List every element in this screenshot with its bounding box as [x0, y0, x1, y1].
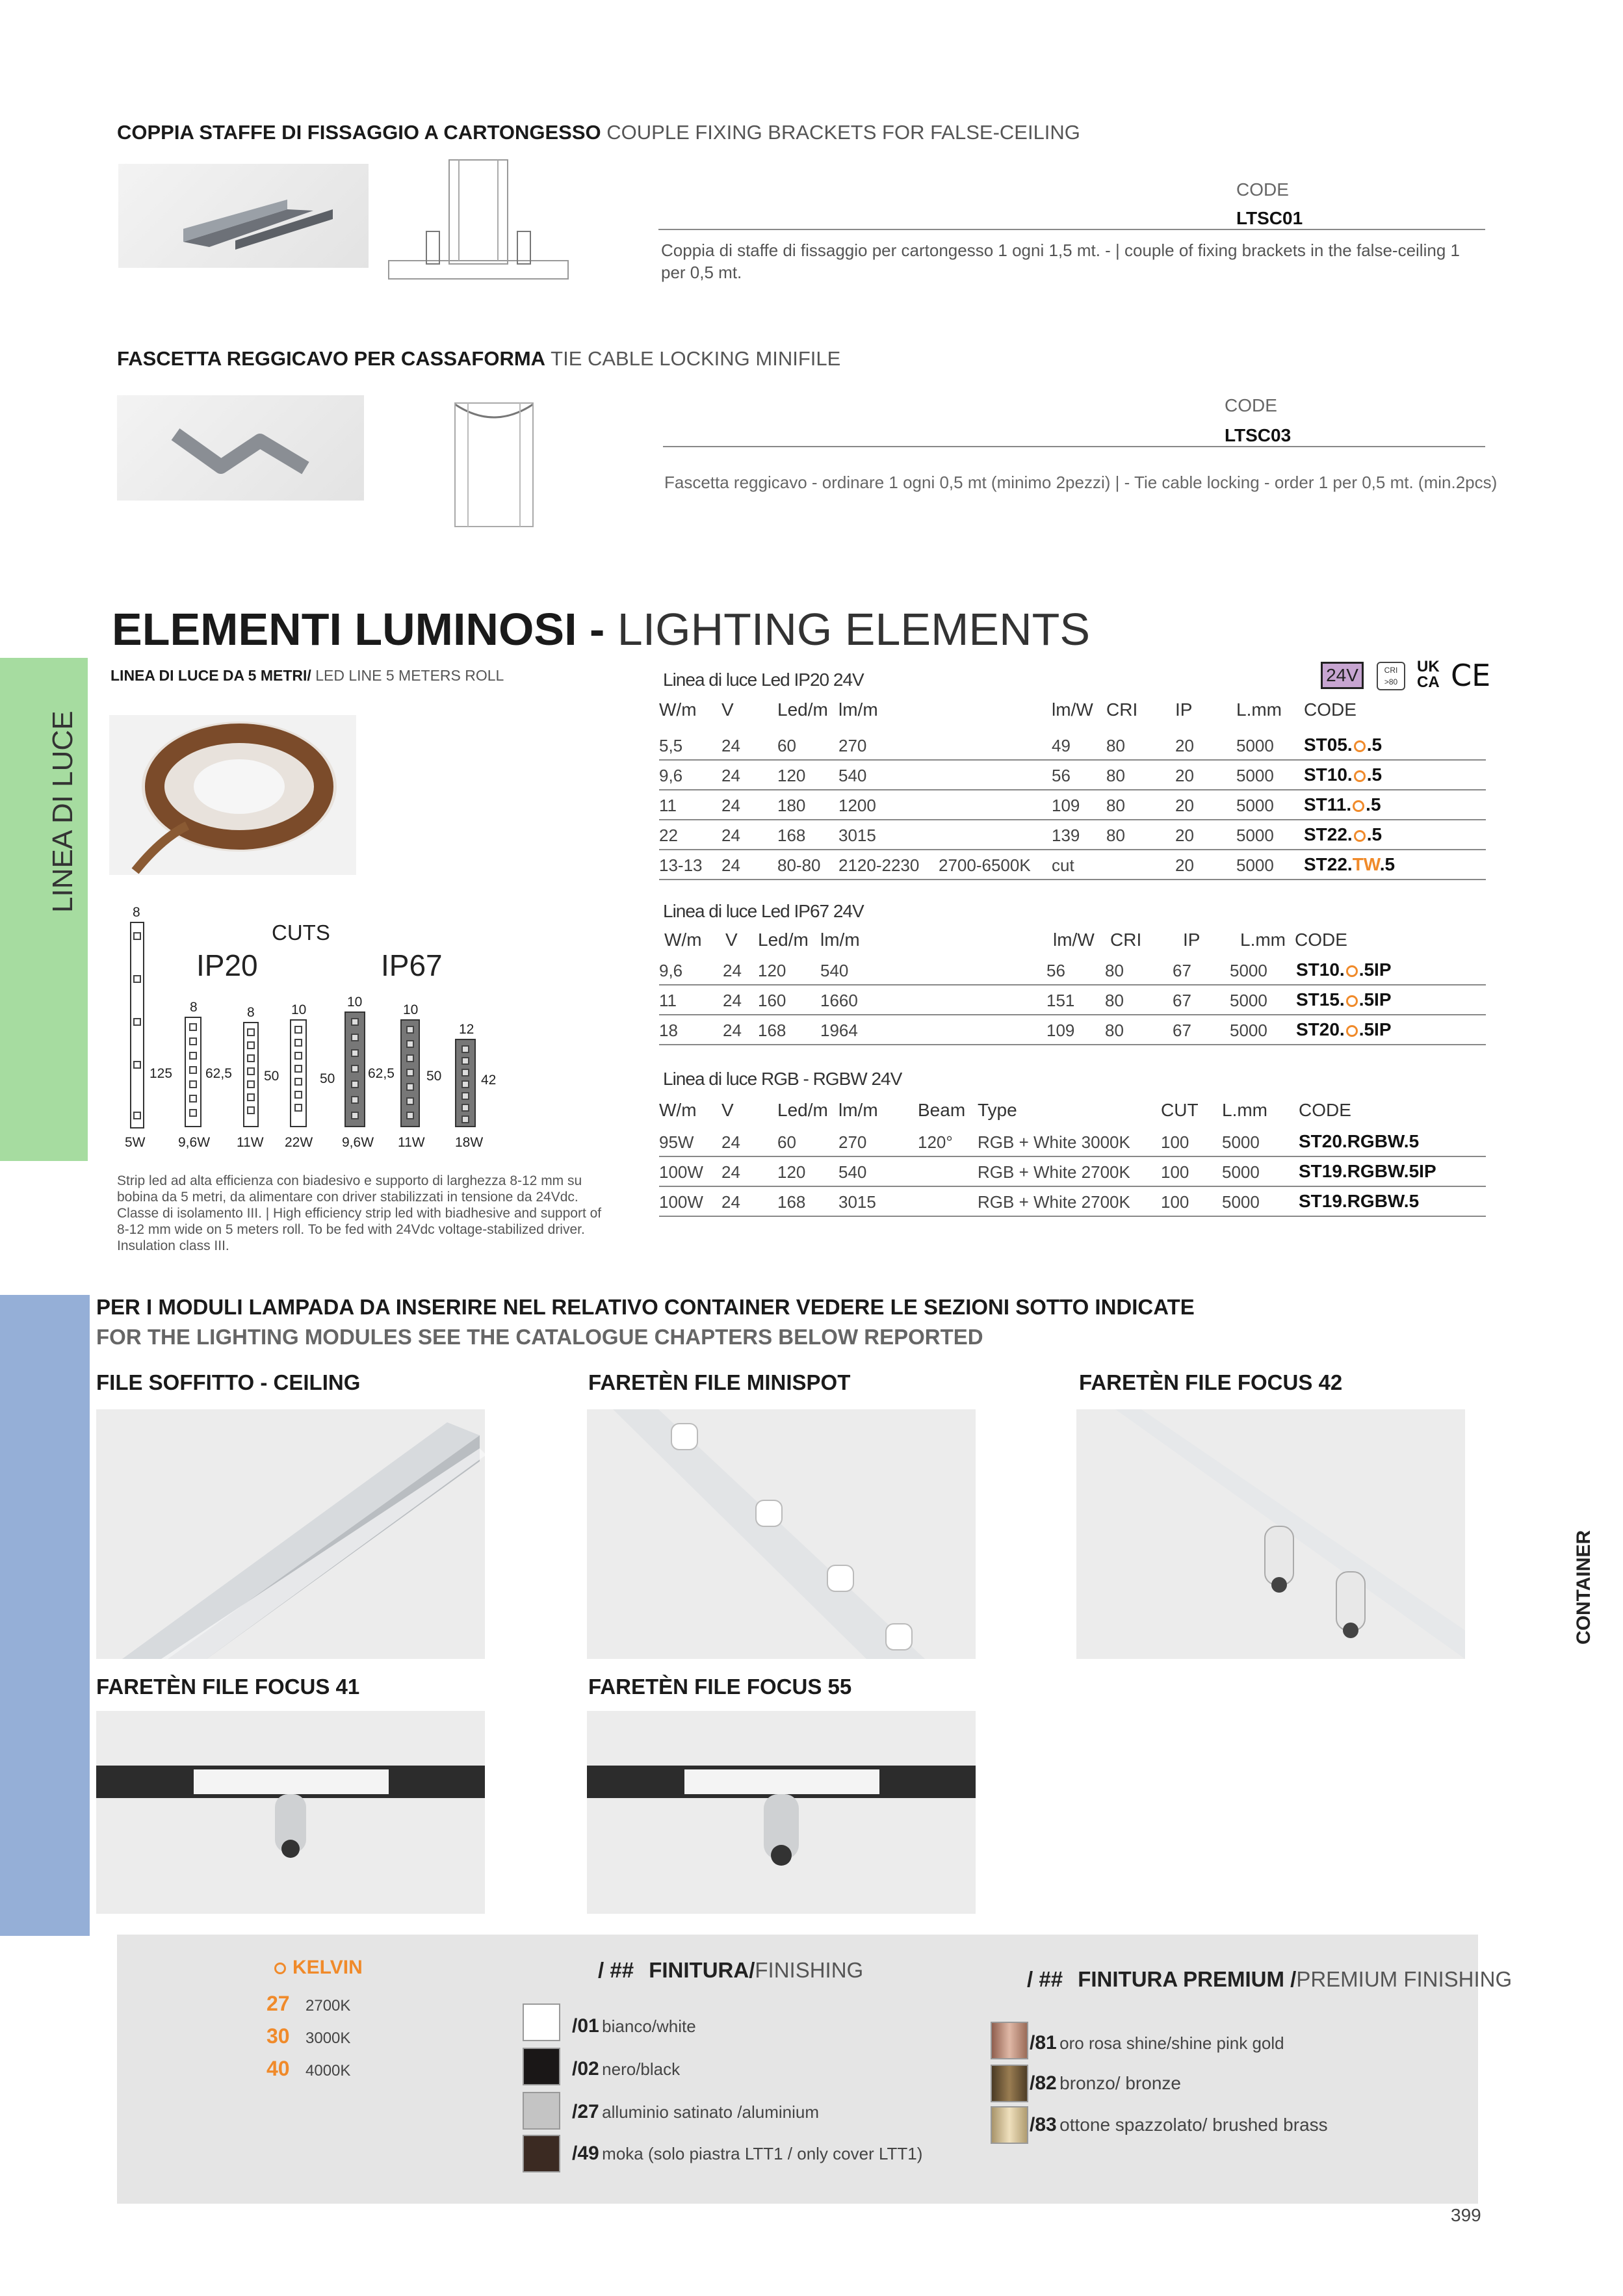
premium-item-83: /83 ottone spazzolato/ brushed brass: [1030, 2114, 1328, 2135]
kelvin-list: [266, 1992, 350, 2089]
led-roll-photo: [109, 715, 356, 875]
finish-item-49: /49 moka (solo piastra LTT1 / only cover LTT1): [572, 2143, 923, 2164]
table-row: 100W 24 168 3015 RGB + White 2700K 100 5000 ST19.RGBW.5: [659, 1187, 1486, 1217]
bracket-drawing: [387, 153, 569, 283]
kelvin-code: 40: [266, 2057, 290, 2080]
kelvin-value: 4000K: [305, 2062, 351, 2080]
tie-title-bold: FASCETTA REGGICAVO PER CASSAFORMA: [117, 347, 546, 370]
cut-length-5: 50: [426, 1069, 442, 1084]
cuts-ip67: IP67: [381, 948, 443, 982]
container-side-label: CONTAINER: [1573, 1530, 1594, 1645]
module-title-1: FARETÈN FILE MINISPOT: [588, 1370, 851, 1394]
cut-width-6: 12: [459, 1022, 474, 1037]
finish-item-27: /27 alluminio satinato /aluminium: [572, 2101, 819, 2122]
premium-swatch-83: [991, 2106, 1028, 2144]
ip20-h-lm: lm/m: [838, 699, 878, 720]
ip20-h-v: V: [721, 699, 734, 720]
bracket-title-light: COUPLE FIXING BRACKETS FOR FALSE-CEILING: [606, 121, 1080, 144]
cut-watt-0: 5W: [125, 1135, 146, 1150]
cuts-ip20: IP20: [196, 948, 258, 982]
page-number: 399: [1451, 2205, 1481, 2225]
rgb-h-lm: lm/m: [838, 1100, 878, 1120]
finish-item-01: /01 bianco/white: [572, 2015, 696, 2037]
table-row: 100W 24 120 540 RGB + White 2700K 100 5000 ST19.RGBW.5IP: [659, 1157, 1486, 1187]
bracket-title: [117, 121, 1080, 144]
table-row: 18 24 168 1964 109 80 67 5000 ST20. .5IP: [659, 1015, 1486, 1045]
tie-code: LTSC03: [1225, 425, 1292, 445]
cut-length-2: 50: [264, 1069, 279, 1084]
lighting-description: Strip led ad alta efficienza con biadesivo e supporto di larghezza 8-12 mm su bobina da 5 metri, da alimentare con driver stabilizzati in tensione da 24Vdc. Classe di isolamento III. | High efficiency strip led with biadhesive and support of 8-12 mm wide on 5 meters roll. To be fed with 24Vdc voltage-stabilized driver. Insulation class III.: [117, 1173, 602, 1253]
led-roll-shape: [109, 715, 356, 875]
premium-title: / ## FINITURA PREMIUM /PREMIUM FINISHING: [1027, 1967, 1513, 1991]
module-title-2: FARETÈN FILE FOCUS 42: [1079, 1370, 1343, 1394]
cut-watt-1: 9,6W: [178, 1135, 211, 1150]
badge-ce: CE: [1451, 658, 1491, 693]
rgb-h-led: Led/m: [777, 1100, 828, 1120]
cut-width-0: 8: [133, 905, 140, 920]
badge-ukca-top: UK: [1417, 658, 1440, 675]
finishing-title: / ## FINITURA/FINISHING: [598, 1958, 864, 1982]
cut-width-1: 8: [190, 1000, 198, 1015]
tie-code-rule: [663, 446, 1485, 447]
table-rgb: [659, 1069, 1486, 1218]
ip67-h-lm: lm/m: [820, 930, 860, 950]
bracket-code-rule: [658, 229, 1485, 230]
table-row: 9,6 24 120 540 56 80 67 5000 ST10. .5IP: [659, 956, 1486, 985]
table-ip67-title: Linea di luce Led IP67 24V: [663, 901, 864, 921]
bracket-title-bold: COPPIA STAFFE DI FISSAGGIO A CARTONGESSO: [117, 121, 601, 144]
ip20-h-led: Led/m: [777, 699, 828, 720]
table-ip67: [659, 897, 1486, 1053]
ip67-h-v: V: [725, 930, 738, 950]
module-photo-focus55: [587, 1711, 976, 1914]
kelvin-title: KELVIN: [273, 1957, 363, 1979]
cut-width-5: 10: [403, 1002, 419, 1017]
cut-width-2: 8: [247, 1005, 255, 1020]
rgb-h-w: W/m: [659, 1100, 697, 1120]
premium-swatch-82: [991, 2065, 1028, 2102]
ip67-h-led: Led/m: [758, 930, 809, 950]
rgb-h-type: Type: [978, 1100, 1017, 1120]
table-row: 11 24 160 1660 151 80 67 5000 ST15. .5IP: [659, 985, 1486, 1015]
bracket-photo: [118, 164, 369, 268]
tie-code-label: CODE: [1225, 395, 1277, 415]
cut-bar-4: [344, 1011, 365, 1127]
rgb-h-v: V: [721, 1100, 734, 1120]
table-row: 95W 24 60 270 120° RGB + White 3000K 100 5000 ST20.RGBW.5: [659, 1127, 1486, 1157]
table-ip20: [659, 666, 1486, 880]
badge-ukca-bottom: CA: [1417, 673, 1440, 691]
ip20-h-ip: IP: [1175, 699, 1193, 720]
finish-swatch-01: [523, 2003, 560, 2041]
table-row: 22 24 168 3015 139 80 20 5000 ST22. .5: [659, 820, 1486, 850]
rgb-h-code: CODE: [1299, 1100, 1351, 1120]
side-tab-blue: [0, 1295, 90, 1936]
cut-length-3: 50: [320, 1071, 335, 1086]
cuts-title: CUTS: [272, 920, 330, 945]
module-photo-ceiling: [96, 1409, 485, 1659]
table-row: 11 24 180 1200 109 80 20 5000 ST11. .5: [659, 790, 1486, 820]
lighting-title: [112, 603, 1090, 655]
cuts-diagram: [110, 904, 500, 1164]
lighting-title-bold: ELEMENTI LUMINOSI -: [112, 604, 605, 655]
cut-bar-0: [130, 922, 144, 1128]
kelvin-code: 27: [266, 1992, 290, 2015]
table-row: 5,5 24 60 270 49 80 20 5000 ST05. .5: [659, 731, 1486, 761]
premium-swatch-81: [991, 2022, 1028, 2059]
ip20-h-code: CODE: [1304, 699, 1357, 720]
module-title-0: FILE SOFFITTO - CEILING: [96, 1370, 361, 1394]
ip67-h-code: CODE: [1295, 930, 1347, 950]
cut-length-1: 62,5: [205, 1066, 232, 1081]
ip67-h-w: W/m: [664, 930, 702, 950]
rgb-h-cut: CUT: [1161, 1100, 1199, 1120]
finish-swatch-02: [523, 2048, 560, 2085]
tie-description: Fascetta reggicavo - ordinare 1 ogni 0,5 mt (minimo 2pezzi) | - Tie cable locking - order 1 per 0,5 mt. (min.2pcs): [664, 473, 1498, 492]
premium-item-82: /82 bronzo/ bronze: [1030, 2072, 1181, 2094]
cut-bar-3: [290, 1019, 307, 1127]
finish-swatch-27: [523, 2092, 560, 2130]
cut-width-4: 10: [347, 995, 363, 1010]
cut-bar-2: [243, 1022, 259, 1127]
cut-length-4: 62,5: [368, 1066, 395, 1081]
tie-photo: [117, 395, 364, 501]
ip67-h-ip: IP: [1183, 930, 1201, 950]
module-title-3: FARETÈN FILE FOCUS 41: [96, 1675, 360, 1699]
ip20-h-cri: CRI: [1106, 699, 1138, 720]
tie-title-light: TIE CABLE LOCKING MINIFILE: [551, 347, 841, 370]
bracket-code: LTSC01: [1236, 208, 1303, 228]
ip20-h-lmw: lm/W: [1052, 699, 1093, 720]
module-photo-focus41: [96, 1711, 485, 1914]
ip67-h-cri: CRI: [1110, 930, 1142, 950]
bracket-shape: [118, 164, 369, 268]
kelvin-value: 3000K: [305, 2029, 351, 2047]
tie-shape: [117, 395, 364, 501]
cut-bar-5: [400, 1019, 420, 1127]
bracket-code-label: CODE: [1236, 179, 1289, 200]
cut-watt-2: 11W: [237, 1135, 264, 1150]
kelvin-code: 30: [266, 2024, 290, 2048]
lighting-title-light: LIGHTING ELEMENTS: [617, 604, 1091, 655]
cut-watt-3: 22W: [285, 1135, 313, 1150]
table-row: 13-13 24 80-80 2120-2230 2700-6500K cut 20 5000 ST22.TW.5: [659, 850, 1486, 880]
table-row: 9,6 24 120 540 56 80 20 5000 ST10. .5: [659, 761, 1486, 790]
module-title-4: FARETÈN FILE FOCUS 55: [588, 1675, 852, 1699]
table-ip20-title: Linea di luce Led IP20 24V: [663, 670, 864, 690]
lighting-subtitle-bold: LINEA DI LUCE DA 5 METRI/: [110, 667, 311, 684]
cut-length-6: 42: [481, 1073, 497, 1088]
cut-length-0: 125: [149, 1066, 173, 1081]
module-photo-minispot: [587, 1409, 976, 1659]
cut-width-3: 10: [291, 1002, 307, 1017]
kelvin-ring-icon: [274, 1963, 286, 1974]
ip67-h-len: L.mm: [1240, 930, 1286, 950]
cut-watt-4: 9,6W: [342, 1135, 374, 1150]
module-photo-focus42: [1076, 1409, 1465, 1659]
finish-swatch-49: [523, 2135, 560, 2172]
modules-heading-en: FOR THE LIGHTING MODULES SEE THE CATALOGUE CHAPTERS BELOW REPORTED: [96, 1325, 983, 1349]
ip20-h-w: W/m: [659, 699, 697, 720]
cut-bar-1: [185, 1017, 201, 1127]
tie-drawing: [442, 391, 546, 529]
lighting-subtitle: [110, 667, 504, 685]
ip67-h-lmw: lm/W: [1053, 930, 1095, 950]
badge-cri-bottom: >80: [1384, 677, 1398, 686]
rgb-h-beam: Beam: [918, 1100, 966, 1120]
cut-watt-6: 18W: [455, 1135, 484, 1150]
finish-item-02: /02 nero/black: [572, 2058, 681, 2080]
kelvin-value: 2700K: [305, 1997, 351, 2015]
rgb-h-len: L.mm: [1222, 1100, 1267, 1120]
table-rgb-title: Linea di luce RGB - RGBW 24V: [663, 1069, 902, 1089]
lighting-subtitle-light: LED LINE 5 METERS ROLL: [315, 667, 504, 684]
cut-bar-6: [455, 1039, 476, 1127]
cut-watt-5: 11W: [398, 1135, 425, 1150]
badge-cri-top: CRI: [1384, 666, 1398, 675]
tie-title: [117, 347, 840, 371]
side-tab-label: LINEA DI LUCE: [47, 711, 79, 913]
bracket-description: Coppia di staffe di fissaggio per cartongesso 1 ogni 1,5 mt. - | couple of fixing brackets in the false-ceiling 1 per 0,5 mt.: [661, 241, 1460, 282]
ip20-h-len: L.mm: [1236, 699, 1282, 720]
badge-24v: 24V: [1321, 662, 1364, 689]
modules-heading-it: PER I MODULI LAMPADA DA INSERIRE NEL RELATIVO CONTAINER VEDERE LE SEZIONI SOTTO INDICATE: [96, 1295, 1195, 1319]
premium-item-81: /81 oro rosa shine/shine pink gold: [1030, 2032, 1284, 2054]
